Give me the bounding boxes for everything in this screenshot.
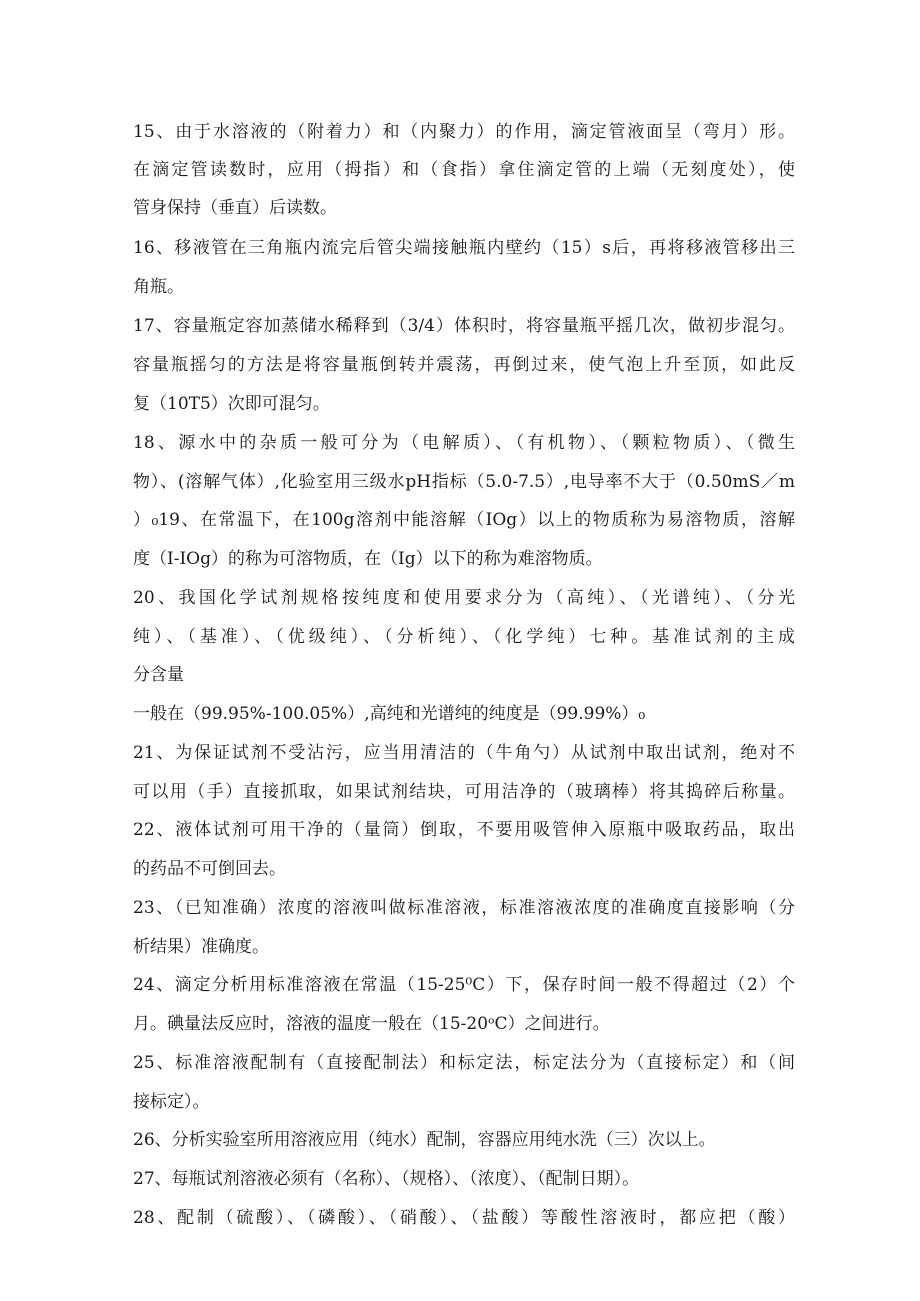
text-line: 角瓶。 [133,277,184,297]
text-line: 分含量 [133,665,184,685]
text-line: 25、标准溶液配制有（直接配制法）和标定法，标定法分为（直接标定）和（间 [133,1053,795,1073]
text-line: 28、配制（硫酸）、（磷酸）、（硝酸）、（盐酸）等酸性溶液时，都应把（酸） [133,1208,795,1228]
text-line: 23、（已知准确）浓度的溶液叫做标准溶液，标准溶液浓度的准确度直接影响（分 [133,898,795,918]
text-line: 月。碘量法反应时，溶液的温度一般在（15-20ᵒC）之间进行。 [133,1014,610,1034]
text-line: 可以用（手）直接抓取，如果试剂结块，可用洁净的（玻璃棒）将其捣碎后称量。 [133,782,795,802]
text-line: 复（10T5）次即可混匀。 [133,394,330,414]
text-line: 析结果）准确度。 [133,937,269,957]
text-line: 纯）、（基准）、（优级纯）、（分析纯）、（化学纯）七种。基准试剂的主成 [133,627,795,647]
text-line: 24、滴定分析用标准溶液在常温（15-25⁰C）下，保存时间一般不得超过（2）个 [133,975,795,995]
text-line: 管身保持（垂直）后读数。 [133,198,337,218]
text-line: 15、由于水溶液的（附着力）和（内聚力）的作用，滴定管液面呈（弯月）形。 [133,122,795,142]
text-line: 物）、(溶解气体）,化验室用三级水pH指标（5.0-7.5）,电导率不大于（0.50mS／m [133,472,795,492]
text-line: 18、源水中的杂质一般可分为（电解质）、（有机物）、（颗粒物质）、（微生 [133,433,795,453]
text-line: 20、我国化学试剂规格按纯度和使用要求分为（高纯）、（光谱纯）、（分光 [133,588,795,608]
text-line: 度（I-IOg）的称为可溶物质，在（Ig）以下的称为难溶物质。 [133,549,603,569]
text-line: 17、容量瓶定容加蒸储水稀释到（3/4）体积时，将容量瓶平摇几次，做初步混匀。 [133,316,795,336]
text-line: 在滴定管读数时，应用（拇指）和（食指）拿住滴定管的上端（无刻度处），使 [133,160,795,180]
text-line: 一般在（99.95%-100.05%）,高纯和光谱纯的纯度是（99.99%）₀ [133,704,646,724]
text-line: 27、每瓶试剂溶液必须有（名称）、（规格）、（浓度）、（配制日期）。 [133,1169,640,1189]
text-line: ）₀19、在常温下，在100g溶剂中能溶解（IOg）以上的物质称为易溶物质，溶解 [133,510,795,530]
text-line: 26、分析实验室所用溶液应用（纯水）配制，容器应用纯水洗（三）次以上。 [133,1130,716,1150]
text-line: 接标定）。 [133,1092,210,1112]
text-line: 容量瓶摇匀的方法是将容量瓶倒转并震荡，再倒过来，使气泡上升至顶，如此反 [133,355,795,375]
text-line: 22、液体试剂可用干净的（量筒）倒取，不要用吸管伸入原瓶中吸取药品，取出 [133,820,795,840]
text-line: 21、为保证试剂不受沾污，应当用清洁的（牛角勺）从试剂中取出试剂，绝对不 [133,743,795,763]
text-line: 的药品不可倒回去。 [133,859,286,879]
text-line: 16、移液管在三角瓶内流完后管尖端接触瓶内壁约（15）s后，再将移液管移出三 [133,238,795,258]
